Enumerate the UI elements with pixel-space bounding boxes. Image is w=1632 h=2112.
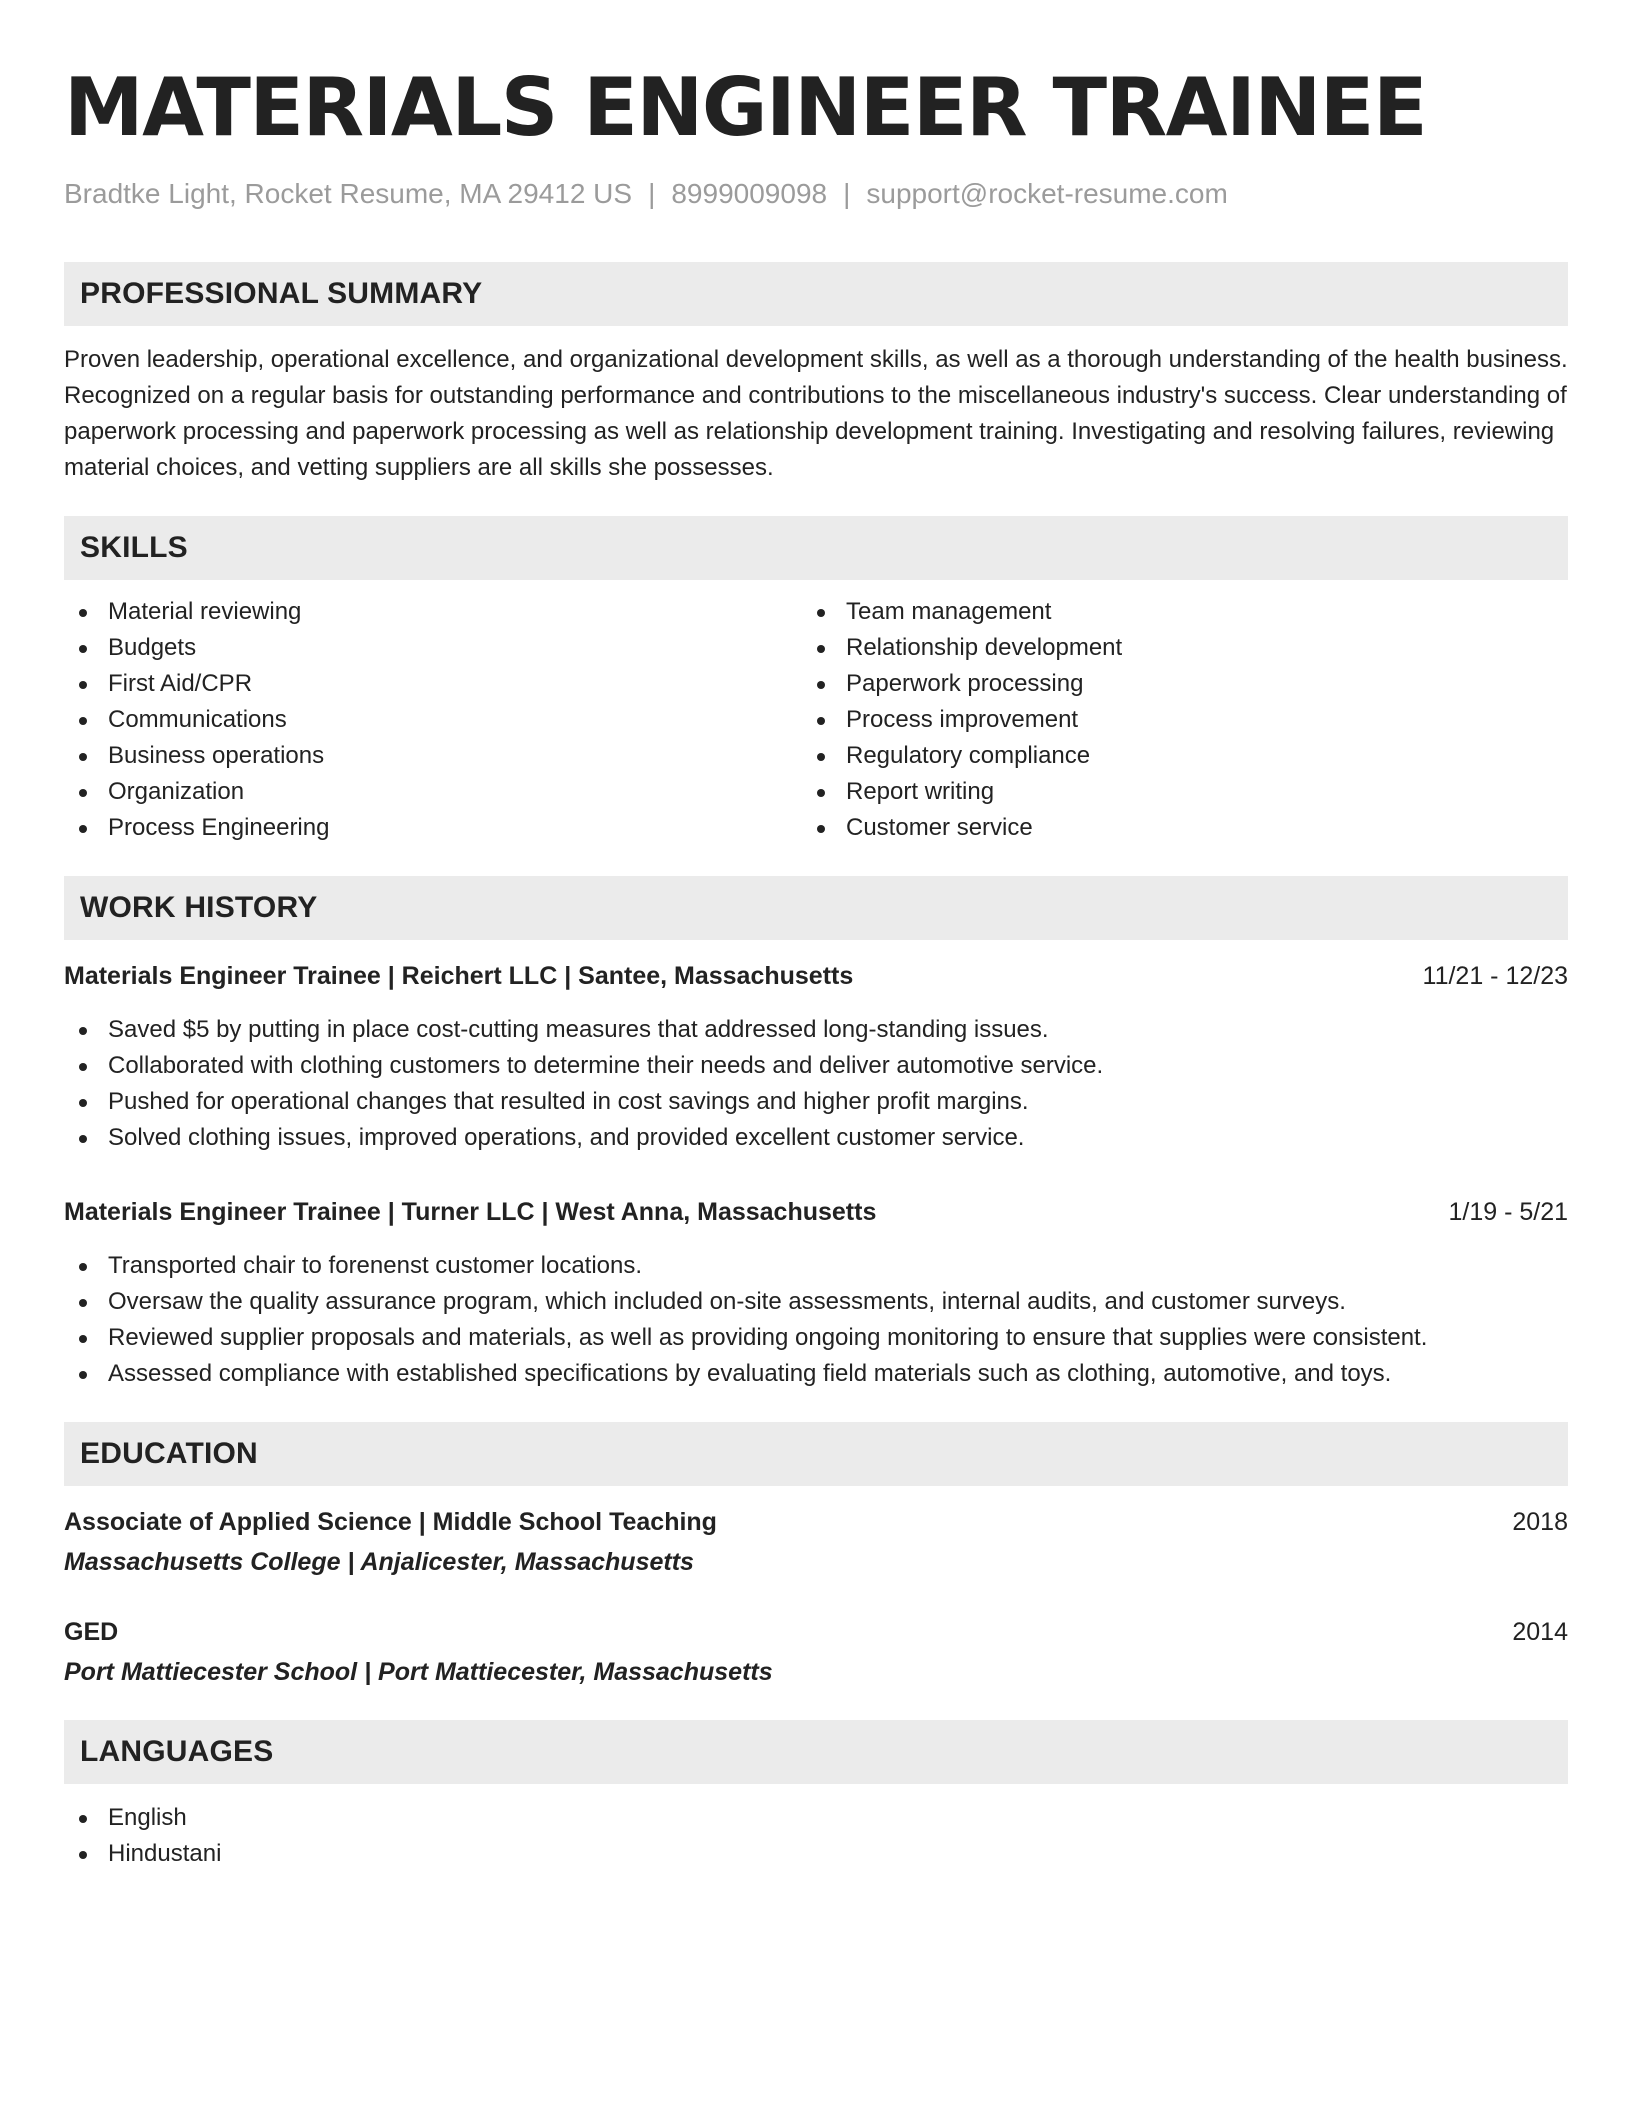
contact-email: support@rocket-resume.com [866,178,1228,209]
skill-item: First Aid/CPR [64,666,802,702]
contact-separator: | [648,178,656,209]
job-bullet: Transported chair to forenenst customer locations. [64,1248,1568,1284]
job-bullets [64,1248,1568,1392]
job-title: Materials Engineer Trainee | Reichert LLC | Santee, Massachusetts [64,962,854,990]
job-bullet: Oversaw the quality assurance program, which included on-site assessments, internal audits, and customer surveys. [64,1284,1568,1320]
education-school: Massachusetts College | Anjalicester, Massachusetts [64,1548,694,1576]
job-dates: 1/19 - 5/21 [1448,1198,1568,1226]
work-heading: WORK HISTORY [80,891,318,924]
skill-item: Process Engineering [64,810,802,846]
summary-section-header [64,262,1568,326]
job-bullet: Assessed compliance with established specifications by evaluating field materials such as clothing, automotive, and toys. [64,1356,1568,1392]
language-item: English [64,1800,1568,1836]
skills-column-right [802,594,1540,846]
education-year: 2018 [1512,1508,1568,1536]
contact-address: Bradtke Light, Rocket Resume, MA 29412 US [64,178,633,209]
education-section-header [64,1422,1568,1486]
job-entry [64,958,1568,1156]
job-bullet: Saved $5 by putting in place cost-cutting measures that addressed long-standing issues. [64,1012,1568,1048]
skill-item: Team management [802,594,1540,630]
skills-column-left [64,594,802,846]
work-section-header [64,876,1568,940]
skill-item: Communications [64,702,802,738]
skill-item: Customer service [802,810,1540,846]
job-bullets [64,1012,1568,1156]
skill-item: Material reviewing [64,594,802,630]
job-bullet: Reviewed supplier proposals and materials, as well as providing ongoing monitoring to ensure that supplies were consistent. [64,1320,1568,1356]
skills-heading: SKILLS [80,531,188,564]
skill-item: Paperwork processing [802,666,1540,702]
job-entry [64,1194,1568,1392]
skill-item: Report writing [802,774,1540,810]
job-header [64,1194,1568,1230]
education-heading: EDUCATION [80,1437,258,1470]
job-bullet: Collaborated with clothing customers to determine their needs and deliver automotive service. [64,1048,1568,1084]
job-header [64,958,1568,994]
job-dates: 11/21 - 12/23 [1422,962,1568,990]
education-degree: Associate of Applied Science | Middle School Teaching [64,1508,717,1536]
education-header [64,1504,1568,1540]
languages-heading: LANGUAGES [80,1735,274,1768]
job-bullet: Solved clothing issues, improved operations, and provided excellent customer service. [64,1120,1568,1156]
languages-section-header [64,1720,1568,1784]
contact-separator: | [843,178,851,209]
skill-item: Process improvement [802,702,1540,738]
skills-section-header [64,516,1568,580]
language-item: Hindustani [64,1836,1568,1872]
skill-item: Organization [64,774,802,810]
education-header [64,1614,1568,1650]
education-degree: GED [64,1618,119,1646]
education-year: 2014 [1512,1618,1568,1646]
skill-item: Budgets [64,630,802,666]
job-title: Materials Engineer Trainee | Turner LLC | West Anna, Massachusetts [64,1198,877,1226]
contact-phone: 8999009098 [671,178,828,209]
summary-text: Proven leadership, operational excellence, and organizational development skills, as well as a thorough understanding of the health business. Recognized on a regular basis for outstanding performance and contributions to the miscellaneous industry's success. Clear understanding of paperwork processing and paperwork processing as well as relationship development training. Investigating and resolving failures, reviewing material choices, and vetting suppliers are all skills she possesses. [64,346,1568,481]
summary-heading: PROFESSIONAL SUMMARY [80,277,483,310]
languages-list [64,1800,1568,1872]
skill-item: Business operations [64,738,802,774]
candidate-name: MATERIALS ENGINEER TRAINEE [64,61,1427,154]
skills-list [64,594,1568,846]
education-school: Port Mattiecester School | Port Mattiecester, Massachusetts [64,1658,773,1686]
education-entry [64,1504,1568,1580]
skill-item: Relationship development [802,630,1540,666]
contact-line [64,176,1568,212]
education-entry [64,1614,1568,1690]
skill-item: Regulatory compliance [802,738,1540,774]
job-bullet: Pushed for operational changes that resulted in cost savings and higher profit margins. [64,1084,1568,1120]
